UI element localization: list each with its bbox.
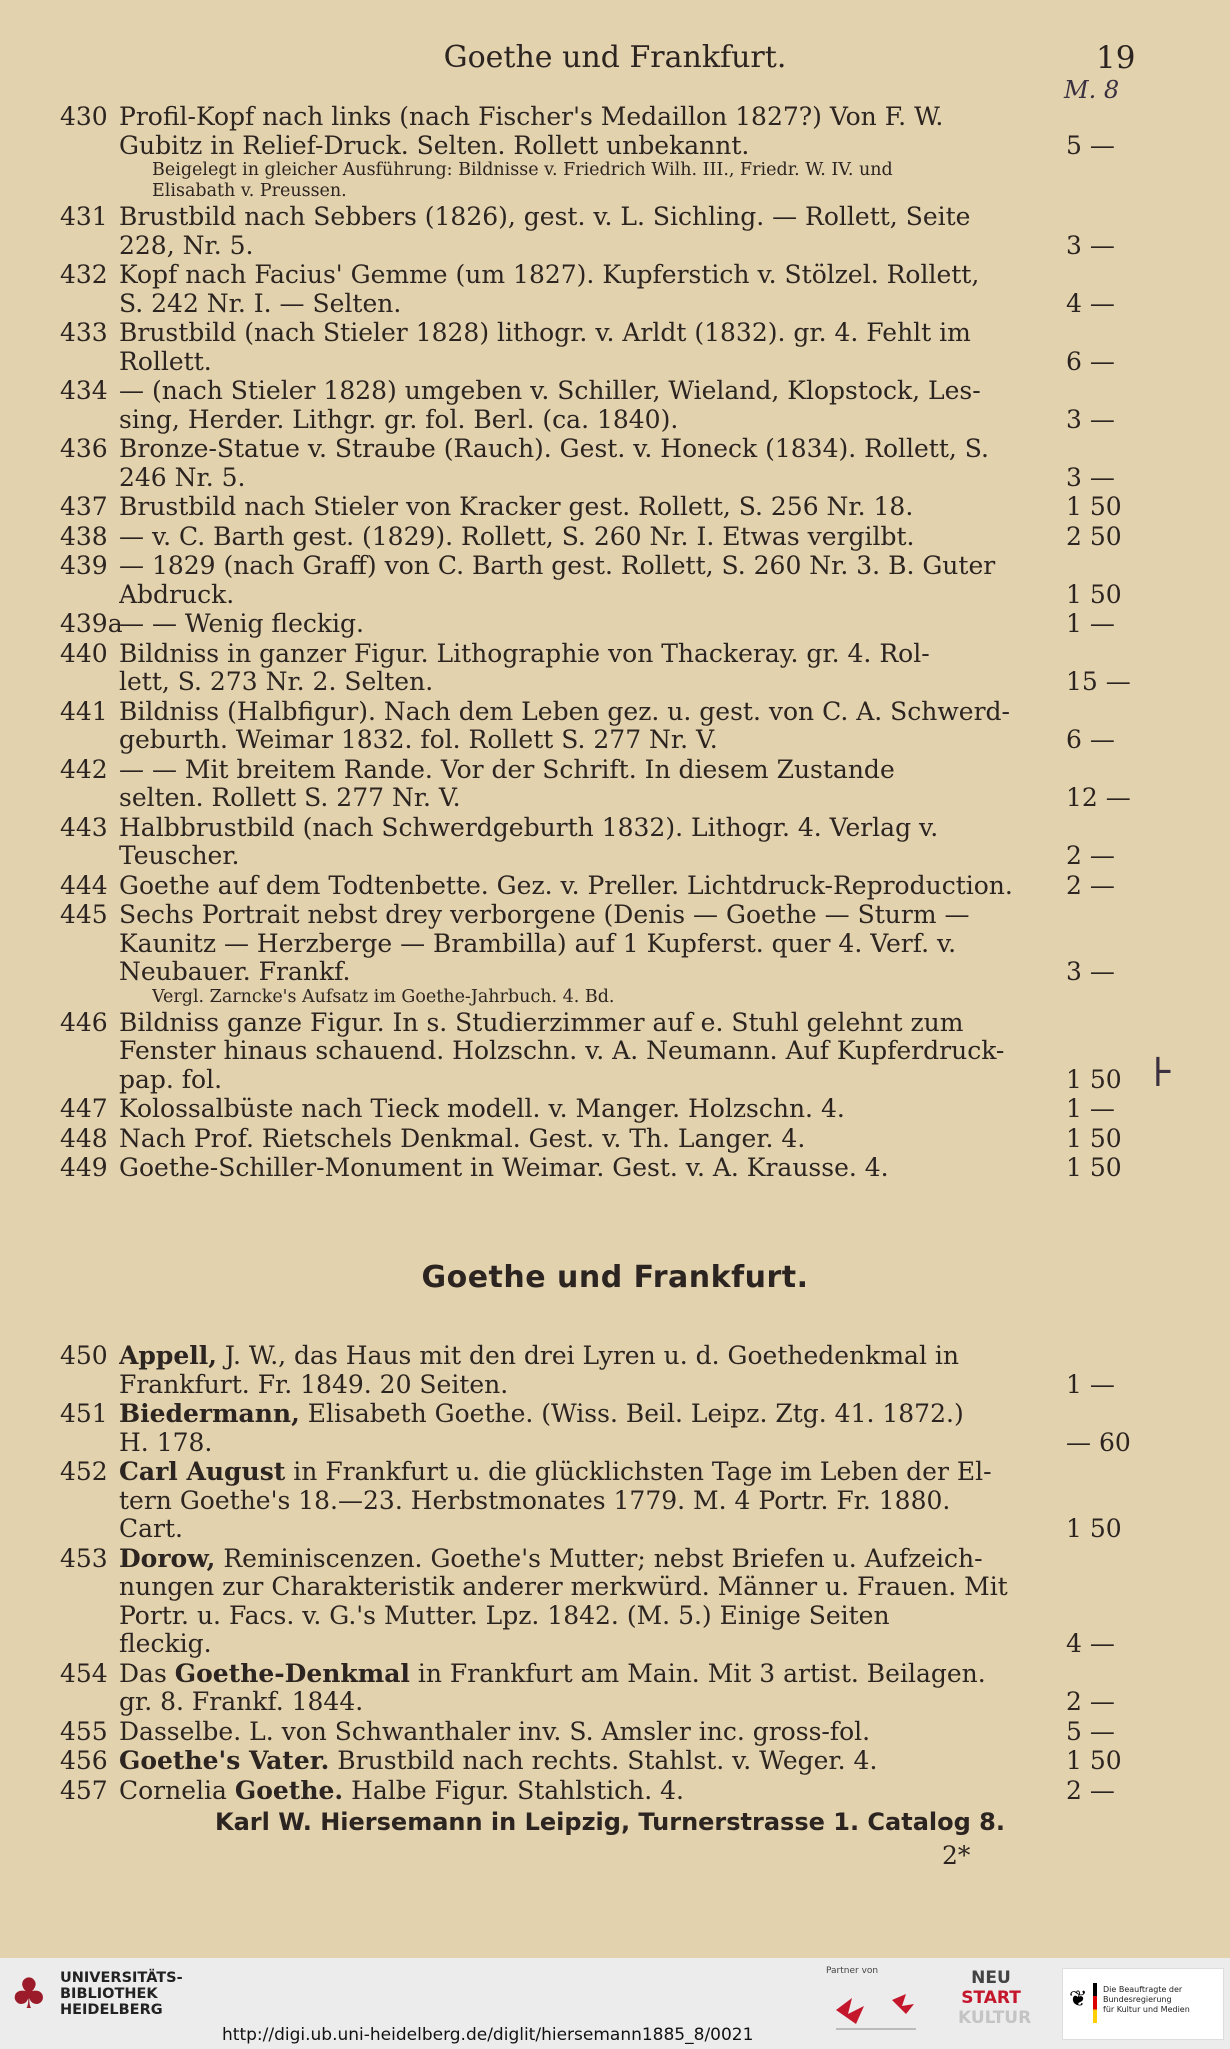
neustart-kultur-logo[interactable]	[958, 1968, 1032, 2036]
entry-text	[119, 435, 1115, 492]
entry-author: Goethe-Denkmal	[174, 1659, 410, 1688]
entry-line-text: J. W., das Haus mit den drei Lyren u. d. Goethedenkmal in	[216, 1342, 959, 1370]
entry-number: 457	[60, 1775, 108, 1805]
entry-price: 3 —	[1066, 404, 1115, 434]
entry-number: 433	[60, 318, 108, 347]
handwritten-annotation: M. 8	[1064, 76, 1120, 104]
catalog-entry	[0, 640, 1230, 697]
entry-line: Rollett.	[119, 347, 212, 376]
ddb-logo[interactable]	[826, 1980, 946, 2038]
entry-price: 5 —	[1066, 1716, 1115, 1746]
catalog-entry	[0, 261, 1230, 318]
catalog-entry	[0, 435, 1230, 492]
entry-line: Teuscher.	[119, 842, 240, 870]
entry-author: Goethe.	[234, 1776, 344, 1805]
entry-line: Bronze-Statue v. Straube (Rauch). Gest. v. Honeck (1834). Rollett, S.	[119, 435, 989, 463]
entry-line: — 1829 (nach Graff) von C. Barth gest. Rollett, S. 260 Nr. 3. B. Guter	[119, 552, 996, 580]
entry-text	[119, 639, 1131, 697]
signature-mark: 2*	[942, 1841, 971, 1870]
entry-text	[119, 1153, 1122, 1183]
entry-note	[152, 987, 1230, 1008]
catalog-entry	[0, 901, 1230, 1008]
entry-line: Goethe-Schiller-Monument in Weimar. Gest. v. A. Krausse. 4.	[119, 1154, 889, 1182]
entry-number: 455	[60, 1716, 108, 1746]
entry-line: Halbbrustbild (nach Schwerdgeburth 1832). Lithogr. 4. Verlag v.	[119, 813, 939, 842]
entry-price: 2 —	[1066, 870, 1115, 900]
entry-number: 442	[60, 754, 108, 784]
catalog-entry	[0, 1747, 1230, 1776]
entry-price: 1 50	[1066, 1064, 1122, 1094]
catalog-entry	[0, 552, 1230, 609]
entry-price: 4 —	[1066, 1629, 1115, 1658]
entry-line: S. 242 Nr. I. — Selten.	[119, 289, 402, 318]
ddb-bird-icon	[892, 1994, 914, 2014]
entry-text	[119, 103, 1115, 160]
bkm-logo[interactable]	[1062, 1968, 1224, 2040]
entry-author: Dorow,	[119, 1544, 216, 1573]
entry-number: 454	[60, 1658, 108, 1688]
catalog-entry	[0, 1125, 1230, 1154]
neustart-word: KULTUR	[958, 2008, 1032, 2028]
entry-price: 15 —	[1066, 667, 1131, 696]
entry-number: 452	[60, 1457, 108, 1486]
entry-price: 4 —	[1066, 288, 1115, 318]
federal-eagle-icon: ❦	[1069, 1987, 1088, 2012]
entry-line: tern Goethe's 18.—23. Herbstmonates 1779. M. 4 Portr. Fr. 1880.	[119, 1486, 951, 1515]
entry-number: 451	[60, 1399, 108, 1428]
catalog-entry	[0, 814, 1230, 871]
entry-line-text: in Frankfurt am Main. Mit 3 artist. Beilagen.	[409, 1659, 986, 1688]
bkm-text	[1103, 1985, 1219, 2015]
partner-label: Partner von	[826, 1966, 879, 1976]
entry-line: Gubitz in Relief-Druck. Selten. Rollett unbekannt.	[119, 131, 750, 160]
entry-price: 3 —	[1066, 230, 1115, 260]
entry-line: geburth. Weimar 1832. fol. Rollett S. 277 Nr. V.	[119, 726, 718, 754]
neustart-word: NEU	[971, 1968, 1011, 1988]
catalog-entry	[0, 698, 1230, 755]
entry-line-text: Reminiscenzen. Goethe's Mutter; nebst Briefen u. Aufzeich-	[215, 1544, 983, 1573]
catalog-entry	[0, 1458, 1230, 1544]
bkm-text-line: für Kultur und Medien	[1103, 2005, 1190, 2014]
catalog-entry	[0, 493, 1230, 522]
entry-number: 439	[60, 551, 108, 580]
catalog-entry	[0, 872, 1230, 901]
entry-line: Profil-Kopf nach links (nach Fischer's Medaillon 1827?) Von F. W.	[119, 103, 944, 131]
entry-price: 5 —	[1066, 130, 1115, 160]
entry-line: 246 Nr. 5.	[119, 463, 246, 492]
entry-text	[119, 1659, 1115, 1717]
library-logo[interactable]	[10, 1970, 183, 2018]
entry-text	[119, 1123, 1122, 1154]
entry-line-text: Elisabeth Goethe. (Wiss. Beil. Leipz. Ztg. 41. 1872.)	[299, 1400, 964, 1428]
entry-text	[119, 1400, 1131, 1457]
entry-line: pap. fol.	[119, 1065, 223, 1094]
entry-line: Kaunitz — Herzberge — Brambilla) auf 1 Kupferst. quer 4. Verf. v.	[119, 929, 957, 958]
entry-line: H. 178.	[119, 1428, 213, 1457]
entry-author: Goethe's Vater.	[119, 1747, 330, 1775]
entry-text	[119, 319, 1115, 376]
entry-number: 437	[60, 492, 108, 521]
entry-line: Goethe auf dem Todtenbette. Gez. v. Preller. Lichtdruck-Reproduction.	[119, 871, 1013, 900]
entry-prefix: Das	[119, 1659, 175, 1688]
entry-line: Frankfurt. Fr. 1849. 20 Seiten.	[119, 1370, 509, 1399]
running-header-title: Goethe und Frankfurt.	[443, 40, 787, 75]
entry-line: Brustbild nach Stieler von Kracker gest. Rollett, S. 256 Nr. 18.	[119, 493, 914, 521]
entry-text	[119, 901, 1115, 987]
entry-line	[119, 1458, 1049, 1487]
entry-price: 3 —	[1066, 957, 1115, 986]
catalog-entry	[0, 1154, 1230, 1183]
entry-line: selten. Rollett S. 277 Nr. V.	[119, 784, 461, 812]
catalog-entry	[0, 319, 1230, 376]
entry-text	[119, 1544, 1115, 1659]
publisher-line: Karl W. Hiersemann in Leipzig, Turnerstrasse 1. Catalog 8.	[215, 1808, 1005, 1836]
entry-price: 2 —	[1066, 1687, 1115, 1716]
entry-text	[119, 1008, 1122, 1095]
entry-line	[119, 1660, 1049, 1689]
entries-top	[0, 103, 1230, 1184]
entry-line: — (nach Stieler 1828) umgeben v. Schiller, Wieland, Klopstock, Les-	[119, 377, 981, 405]
entry-number: 447	[60, 1094, 108, 1123]
entry-text	[119, 261, 1115, 318]
entry-line	[119, 1777, 1049, 1806]
entry-line: Neubauer. Frankf.	[119, 958, 351, 986]
entry-text	[119, 1716, 1115, 1747]
entry-line: Bildniss ganze Figur. In s. Studierzimmer auf e. Stuhl gelehnt zum	[119, 1008, 964, 1037]
entry-text	[119, 1775, 1115, 1806]
margin-mark: ⊦	[1152, 1050, 1175, 1096]
catalog-entry	[0, 1718, 1230, 1747]
entry-number: 443	[60, 812, 108, 842]
entry-price: 6 —	[1066, 346, 1115, 376]
entry-number: 436	[60, 434, 108, 463]
entry-author: Appell,	[119, 1342, 217, 1370]
entry-line: Brustbild nach Sebbers (1826), gest. v. L. Sichling. — Rollett, Seite	[119, 203, 971, 231]
entry-line	[119, 1342, 1049, 1371]
entry-line: Kolossalbüste nach Tieck modell. v. Manger. Holzschn. 4.	[119, 1095, 845, 1123]
catalog-entry	[0, 103, 1230, 202]
entry-text	[119, 755, 1131, 813]
note-line: Elisabath v. Preussen.	[152, 181, 347, 201]
entry-number: 449	[60, 1153, 108, 1182]
library-name	[60, 1970, 183, 2018]
entry-line: lett, S. 273 Nr. 2. Selten.	[119, 668, 434, 696]
entry-text	[119, 552, 1122, 609]
entry-price: 1 50	[1066, 1123, 1122, 1153]
entry-number: 444	[60, 870, 108, 900]
section-title: Goethe und Frankfurt.	[421, 1260, 809, 1295]
entry-line: — — Mit breitem Rande. Vor der Schrift. In diesem Zustande	[119, 755, 895, 784]
entry-text	[119, 1746, 1122, 1776]
entry-text	[119, 377, 1115, 434]
library-name-line: UNIVERSITÄTS-	[60, 1970, 183, 1986]
entry-text	[119, 697, 1115, 755]
entry-line: gr. 8. Frankf. 1844.	[119, 1688, 364, 1716]
entry-line: Fenster hinaus schauend. Holzschn. v. A. Neumann. Auf Kupferdruck-	[119, 1037, 1005, 1065]
catalog-entry	[0, 1660, 1230, 1717]
entry-price: 2 —	[1066, 841, 1115, 870]
entry-note	[152, 160, 1230, 202]
entry-number: 431	[60, 202, 108, 231]
catalog-entry	[0, 203, 1230, 260]
entry-text	[119, 1094, 1115, 1124]
entry-number: 438	[60, 521, 108, 551]
bkm-text-line: Die Beauftragte der Bundesregierung	[1103, 1985, 1183, 2004]
catalog-entry	[0, 1009, 1230, 1095]
catalog-entry	[0, 377, 1230, 434]
entry-text	[119, 521, 1122, 552]
entry-price: 1 50	[1066, 1153, 1122, 1182]
entry-number: 448	[60, 1123, 108, 1153]
entry-line	[119, 1545, 1049, 1574]
entry-line	[119, 1747, 1049, 1776]
entry-price: 1 —	[1066, 609, 1115, 638]
entry-number: 432	[60, 260, 108, 289]
entry-price: 1 —	[1066, 1094, 1115, 1123]
entry-number: 430	[60, 102, 108, 131]
note-line: Vergl. Zarncke's Aufsatz im Goethe-Jahrbuch. 4. Bd.	[152, 986, 615, 1007]
entry-line: Sechs Portrait nebst drey verborgene (Denis — Goethe — Sturm —	[119, 901, 970, 929]
entry-text	[119, 203, 1115, 260]
entries-bottom	[0, 1342, 1230, 1806]
entry-line: nungen zur Charakteristik anderer merkwürd. Männer u. Frauen. Mit	[119, 1573, 1008, 1601]
entry-price: 1 50	[1066, 1746, 1122, 1775]
entry-number: 434	[60, 376, 108, 405]
catalog-entry	[0, 1342, 1230, 1399]
entry-line: 228, Nr. 5.	[119, 231, 254, 260]
entry-line-text: Halbe Figur. Stahlstich. 4.	[343, 1776, 684, 1805]
entry-number: 441	[60, 696, 108, 726]
entry-prefix: Cornelia	[119, 1776, 235, 1805]
entry-price: 1 —	[1066, 1369, 1115, 1399]
catalog-entry	[0, 1777, 1230, 1806]
entry-number: 450	[60, 1341, 108, 1370]
catalog-entry	[0, 1400, 1230, 1457]
entry-line: Abdruck.	[119, 580, 235, 609]
entry-text	[119, 609, 1115, 639]
entry-text	[119, 813, 1115, 871]
entry-line-text: Brustbild nach rechts. Stahlst. v. Weger. 4.	[329, 1747, 878, 1775]
permalink-url[interactable]: http://digi.ub.uni-heidelberg.de/diglit/hiersemann1885_8/0021	[222, 2025, 754, 2045]
entry-price: 12 —	[1066, 783, 1131, 812]
catalog-entry	[0, 1545, 1230, 1659]
entry-author: Carl August	[119, 1458, 286, 1486]
german-flag-icon	[1093, 1983, 1097, 2023]
entry-number: 439a	[60, 609, 123, 638]
entry-number: 445	[60, 900, 108, 929]
entry-price: 1 50	[1066, 492, 1122, 521]
entry-line: Portr. u. Facs. v. G.'s Mutter. Lpz. 1842. (M. 5.) Einige Seiten	[119, 1601, 890, 1630]
entry-line-text: in Frankfurt u. die glücklichsten Tage im Leben der El-	[285, 1458, 992, 1486]
entry-number: 456	[60, 1746, 108, 1775]
entry-text	[119, 1458, 1122, 1544]
entry-price: 2 —	[1066, 1775, 1115, 1805]
viewer-bottom-bar	[0, 1958, 1230, 2049]
entry-number: 453	[60, 1543, 108, 1573]
entry-price: 2 50	[1066, 521, 1122, 551]
entry-line: Dasselbe. L. von Schwanthaler inv. S. Amsler inc. gross-fol.	[119, 1717, 871, 1746]
entry-text	[119, 492, 1122, 522]
catalog-entry	[0, 1095, 1230, 1124]
entry-price: 1 50	[1066, 579, 1122, 609]
entry-line: Cart.	[119, 1515, 183, 1543]
entry-author: Biedermann,	[119, 1400, 300, 1428]
library-emblem-icon: ♣	[10, 1969, 48, 2018]
entry-price: 1 50	[1066, 1514, 1122, 1543]
library-name-line: BIBLIOTHEK	[60, 1986, 158, 2002]
entry-line: — v. C. Barth gest. (1829). Rollett, S. 260 Nr. I. Etwas vergilbt.	[119, 522, 915, 551]
note-line: Beigelegt in gleicher Ausführung: Bildnisse v. Friedrich Wilh. III., Friedr. W. IV. und	[152, 160, 893, 180]
entry-text	[119, 870, 1115, 901]
entry-line: Bildniss (Halbfigur). Nach dem Leben gez. u. gest. von C. A. Schwerd-	[119, 697, 1010, 726]
entry-number: 440	[60, 638, 108, 668]
entry-price: 6 —	[1066, 725, 1115, 754]
page-number: 19	[1096, 40, 1136, 76]
entry-line: Nach Prof. Rietschels Denkmal. Gest. v. Th. Langer. 4.	[119, 1124, 806, 1153]
entry-line: sing, Herder. Lithgr. gr. fol. Berl. (ca. 1840).	[119, 405, 679, 434]
ddb-caption-line	[836, 2028, 916, 2030]
entry-number: 446	[60, 1007, 108, 1037]
catalog-entry	[0, 523, 1230, 552]
neustart-word: START	[961, 1988, 1021, 2008]
entry-line: — — Wenig fleckig.	[119, 610, 364, 638]
entry-line: fleckig.	[119, 1630, 212, 1658]
catalog-entry	[0, 756, 1230, 813]
entry-line: Bildniss in ganzer Figur. Lithographie von Thackeray. gr. 4. Rol-	[119, 639, 930, 668]
entry-line	[119, 1400, 1049, 1429]
entry-line: Kopf nach Facius' Gemme (um 1827). Kupferstich v. Stölzel. Rollett,	[119, 261, 980, 289]
entry-price: — 60	[1066, 1427, 1131, 1457]
catalog-entry	[0, 610, 1230, 639]
ddb-bird-icon	[836, 1998, 864, 2024]
entry-line: Brustbild (nach Stieler 1828) lithogr. v. Arldt (1832). gr. 4. Fehlt im	[119, 319, 971, 347]
library-name-line: HEIDELBERG	[60, 2002, 163, 2018]
entry-text	[119, 1342, 1115, 1399]
entry-price: 3 —	[1066, 462, 1115, 492]
